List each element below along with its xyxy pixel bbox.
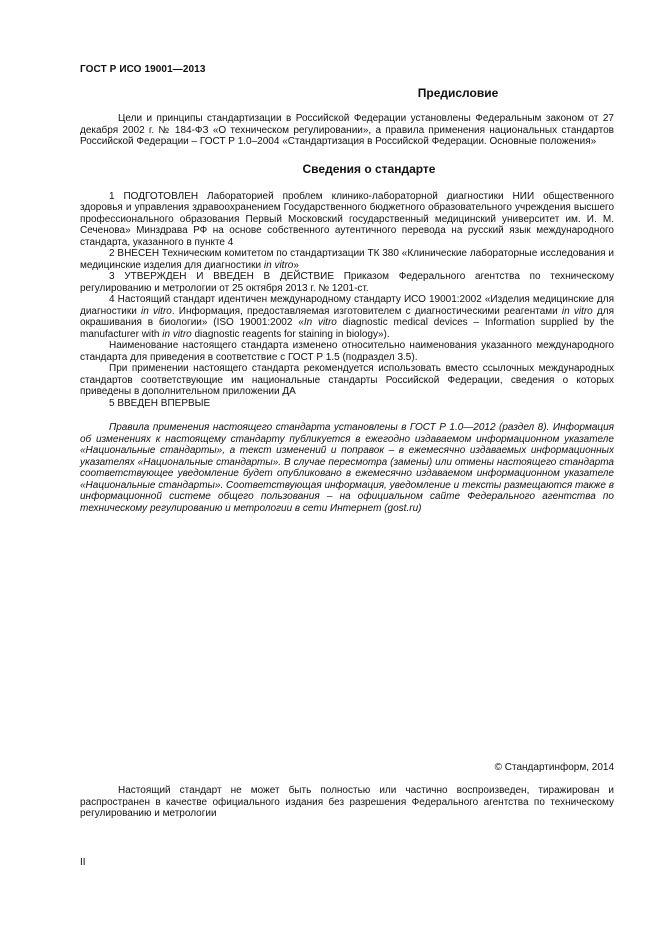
info-item-4-text-e: diagnostic reagents for staining in biology»). [191,328,390,340]
copyright-notice: © Стандартинформ, 2014 [494,762,614,773]
info-item-3: 3 УТВЕРЖДЕН И ВВЕДЕН В ДЕЙСТВИЕ Приказом Федерального агентства по техническому регулированию и метрологии от 25 октября 2013 г. № 1201-ст. [80,271,614,294]
preface-title: Предисловие [417,86,499,100]
info-item-2 [80,248,614,271]
usage-note: При применении настоящего стандарта рекомендуется использовать вместо ссылочных международных стандартов соответствующие им национальные стандарты Российской Федерации, сведения о которых приведены в дополнительном приложении ДА [80,363,614,397]
info-item-4-text-d: diagnostic medical devices – Information supplied by the manufacturer with [80,317,615,340]
page-header-standard-code: ГОСТ Р ИСО 19001—2013 [80,64,206,75]
info-item-5: 5 ВВЕДЕН ВПЕРВЫЕ [109,397,211,409]
info-item-4-text-b: . Информация, предоставляемая изготовителем с диагностическими реагентами [171,305,562,317]
info-item-4 [80,294,614,340]
reproduction-restriction-text: Настоящий стандарт не может быть полностью или частично воспроизведен, тиражирован и распространен в качестве официального издания без разрешения Федерального агентства по техническому регулированию и метрологии [80,785,614,819]
name-change-note: Наименование настоящего стандарта изменено относительно наименования указанного международного стандарта для приведения в соответствие с ГОСТ Р 1.5 (подраздел 3.5). [80,340,614,363]
info-item-4-text-a: 4 Настоящий стандарт идентичен международному стандарту ИСО 19001:2002 «Изделия медицинские для диагностики [80,294,614,317]
info-item-2-end: » [293,259,299,271]
info-item-4-italic-2: in vitro [561,305,593,317]
page-number: II [80,857,86,868]
info-item-1: 1 ПОДГОТОВЛЕН Лабораторией проблем клинико-лабораторной диагностики НИИ общественного здоровья и управления здравоохранением Государственного бюджетного образовательного учреждения высшего профессионального образования Первый Московский государственный медицинский университет им. И. М. Сеченова» Минздрава РФ на основе собственного аутентичного перевода на русский язык международного стандарта, указанного в пункте 4 [80,190,614,248]
application-rules-text: Правила применения настоящего стандарта установлены в ГОСТ Р 1.0—2012 (раздел 8). Информация об изменениях к настоящему стандарту публикуется в ежегодно издаваемом информационном указателе «Национальные стандарты», а текст изменений и поправок – в ежемесячно издаваемых информационных указателях «Национальные стандарты». В случае пересмотра (замены) или отмены настоящего стандарта соответствующее уведомление будет опубликовано в ежемесячно издаваемом информационном указателе «Национальные стандарты». Соответствующая информация, уведомление и тексты размещаются также в информационной системе общего пользования – на официальном сайте Федерального агентства по техническому регулированию и метрологии в сети Интернет (gost.ru) [80,422,614,514]
info-item-2-italic: in vitro [263,259,294,271]
info-item-4-italic-4: in vitro [162,328,192,340]
preface-text: Цели и принципы стандартизации в Российской Федерации установлены Федеральным законом от 27 декабря 2002 г. № 184-ФЗ «О техническом регулировании», а правила применения национальных стандартов Российской Федерации – ГОСТ Р 1.0–2004 «Стандартизация в Российской Федерации. Основные положения» [80,113,614,147]
info-item-4-italic-3: In vitro [303,317,337,328]
standard-info-list [80,191,614,410]
info-item-4-text-c: для окрашивания в биологии» (ISO 19001:2002 « [80,305,615,328]
info-item-4-italic-1: in vitro [141,305,172,317]
document-body [80,86,614,524]
standard-info-title: Сведения о стандарте [302,161,436,176]
info-item-2-text: 2 ВНЕСЕН Техническим комитетом по стандартизации ТК 380 «Клинические лабораторные исследования и медицинские изделия для диагностики [80,248,614,271]
